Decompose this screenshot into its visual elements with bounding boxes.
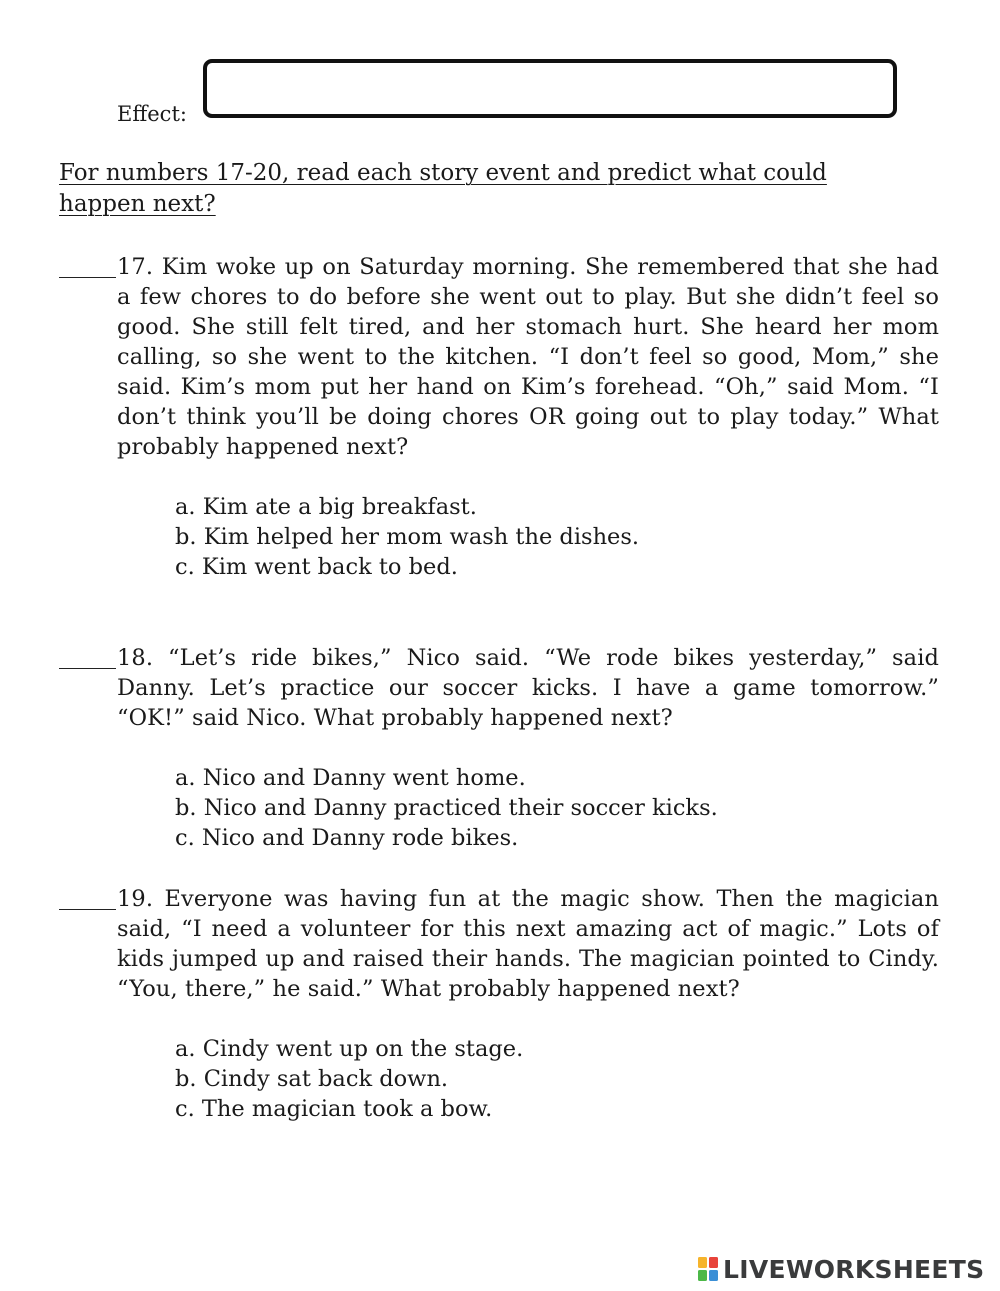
question-18	[59, 643, 939, 853]
option-a: a. Kim ate a big breakfast.	[175, 494, 477, 520]
option-a: a. Nico and Danny went home.	[175, 765, 526, 791]
question-text: 17. Kim woke up on Saturday morning. She remembered that she had a few chores to do before she went out to play. But she didn’t feel so good. She still felt tired, and her stomach hurt. She heard her mom calling, so she went to the kitchen. “I don’t feel so good, Mom,” she said. Kim’s mom put her hand on Kim’s forehead. “Oh,” said Mom. “I don’t think you’ll be doing chores OR going out to play today.” What probably happened next?	[117, 254, 939, 460]
effect-answer-box[interactable]	[203, 59, 897, 118]
answer-blank-17[interactable]	[59, 277, 116, 278]
option-a: a. Cindy went up on the stage.	[175, 1036, 524, 1062]
effect-label: Effect:	[117, 102, 187, 126]
liveworksheets-logo	[697, 1254, 984, 1284]
question-19	[59, 884, 939, 1124]
question-text: 18. “Let’s ride bikes,” Nico said. “We rode bikes yesterday,” said Danny. Let’s practice our soccer kicks. I have a game tomorrow.” “OK!” said Nico. What probably happened next?	[117, 645, 939, 731]
options-list	[175, 763, 939, 853]
liveworksheets-logo-icon	[697, 1256, 719, 1282]
option-b: b. Nico and Danny practiced their soccer kicks.	[175, 795, 718, 821]
logo-text: LIVEWORKSHEETS	[723, 1254, 985, 1284]
options-list	[175, 492, 939, 582]
question-text: 19. Everyone was having fun at the magic show. Then the magician said, “I need a volunteer for this next amazing act of magic.” Lots of kids jumped up and raised their hands. The magician pointed to Cindy. “You, there,” he said.” What probably happened next?	[117, 886, 939, 1002]
option-c: c. The magician took a bow.	[175, 1096, 493, 1122]
answer-blank-18[interactable]	[59, 668, 116, 669]
answer-blank-19[interactable]	[59, 909, 116, 910]
options-list	[175, 1034, 939, 1124]
option-c: c. Nico and Danny rode bikes.	[175, 825, 519, 851]
instructions: For numbers 17-20, read each story event and predict what could happen next?	[59, 160, 827, 217]
option-b: b. Cindy sat back down.	[175, 1066, 449, 1092]
question-17	[59, 252, 939, 582]
option-c: c. Kim went back to bed.	[175, 554, 458, 580]
option-b: b. Kim helped her mom wash the dishes.	[175, 524, 640, 550]
